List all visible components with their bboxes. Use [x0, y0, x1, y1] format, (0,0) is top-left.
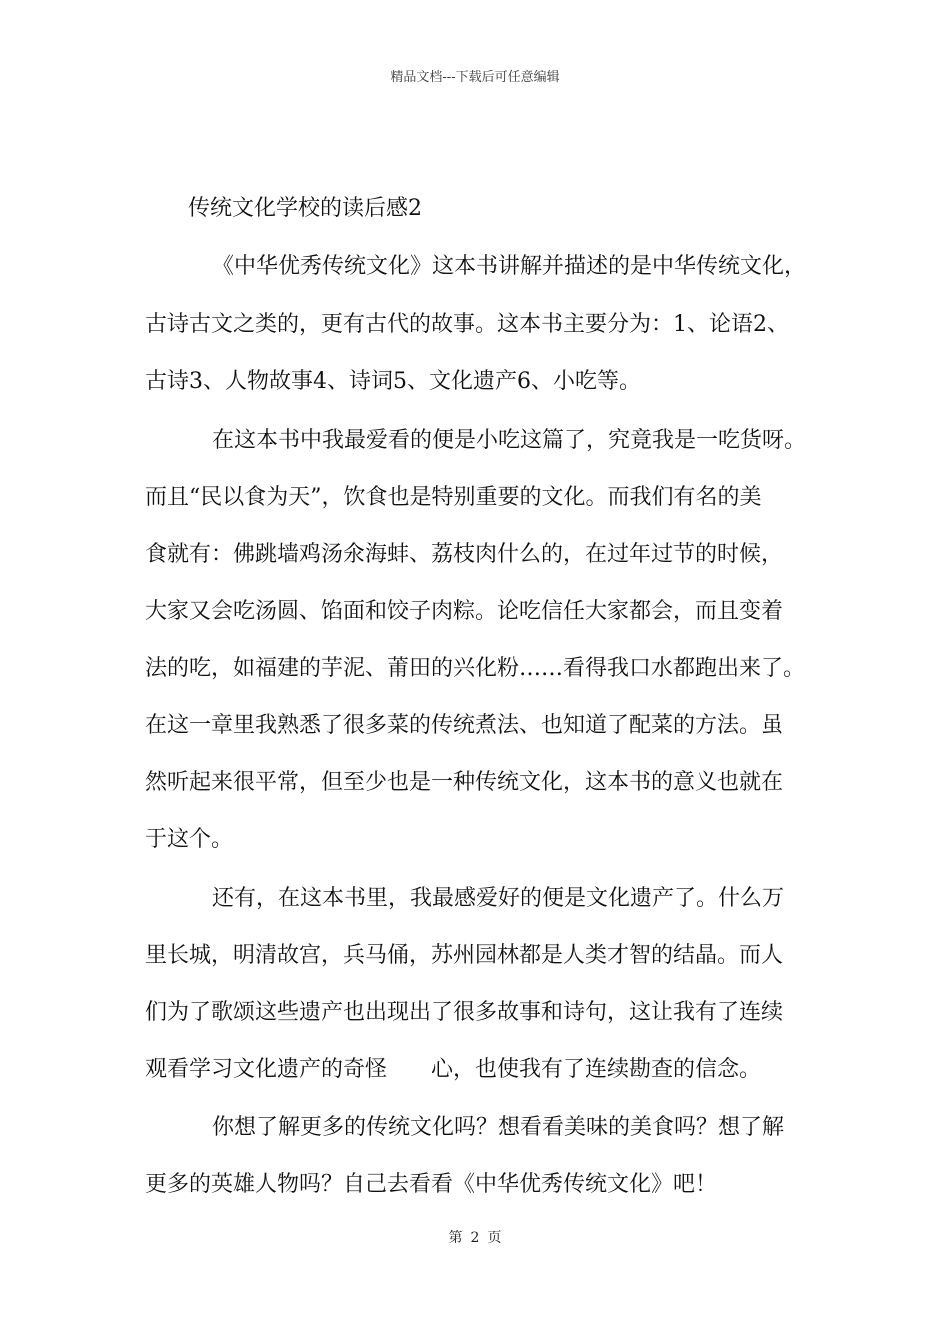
paragraph-1-line-3: 古诗3、人物故事4、诗词5、文化遗产6、小吃等。 [145, 369, 641, 394]
paragraph-4-line-1: 你想了解更多的传统文化吗？想看看美味的美食吗？想了解 [212, 1115, 785, 1140]
paragraph-2-line-5: 法的吃，如福建的芋泥、莆田的兴化粉……看得我口水都跑出来了。 [145, 656, 806, 681]
paragraph-4-line-2: 更多的英雄人物吗？自己去看看《中华优秀传统文化》吧！ [145, 1172, 718, 1197]
paragraph-2-line-1: 在这本书中我最爱看的便是小吃这篇了，究竟我是一吃货呀。 [212, 428, 807, 453]
page-number: 2 [470, 1230, 480, 1246]
paragraph-1-line-1: 《中华优秀传统文化》这本书讲解并描述的是中华传统文化， [212, 254, 807, 279]
paragraph-3-line-1: 还有，在这本书里，我最感爱好的便是文化遗产了。什么万 [212, 886, 785, 911]
paragraph-2-line-3: 食就有：佛跳墙鸡汤氽海蚌、荔枝肉什么的，在过年过节的时候， [145, 542, 784, 567]
page-footer [0, 1227, 950, 1247]
paragraph-2-line-6: 在这一章里我熟悉了很多菜的传统煮法、也知道了配菜的方法。虽 [145, 713, 784, 738]
document-title: 传统文化学校的读后感2 [188, 196, 422, 221]
paragraph-2-line-7: 然听起来很平常，但至少也是一种传统文化，这本书的意义也就在 [145, 770, 784, 795]
paragraph-1-line-2: 古诗古文之类的，更有古代的故事。这本书主要分为：1、论语2、 [145, 312, 789, 337]
page-number-prefix: 第 [448, 1230, 463, 1246]
paragraph-3-line-4: 观看学习文化遗产的奇怪 心，也使我有了连续勘查的信念。 [145, 1057, 762, 1082]
page-header: 精品文档---下载后可任意编辑 [390, 70, 560, 85]
paragraph-2-line-8: 于这个。 [145, 827, 234, 852]
paragraph-3-line-3: 们为了歌颂这些遗产也出现出了很多故事和诗句，这让我有了连续 [145, 1000, 784, 1025]
paragraph-2-line-2: 而且“民以食为天”，饮食也是特别重要的文化。而我们有名的美 [145, 485, 762, 510]
paragraph-3-line-2: 里长城，明清故宫，兵马俑，苏州园林都是人类才智的结晶。而人 [145, 943, 784, 968]
paragraph-2-line-4: 大家又会吃汤圆、馅面和饺子肉粽。论吃信任大家都会，而且变着 [145, 599, 784, 624]
page-number-suffix: 页 [487, 1230, 502, 1246]
